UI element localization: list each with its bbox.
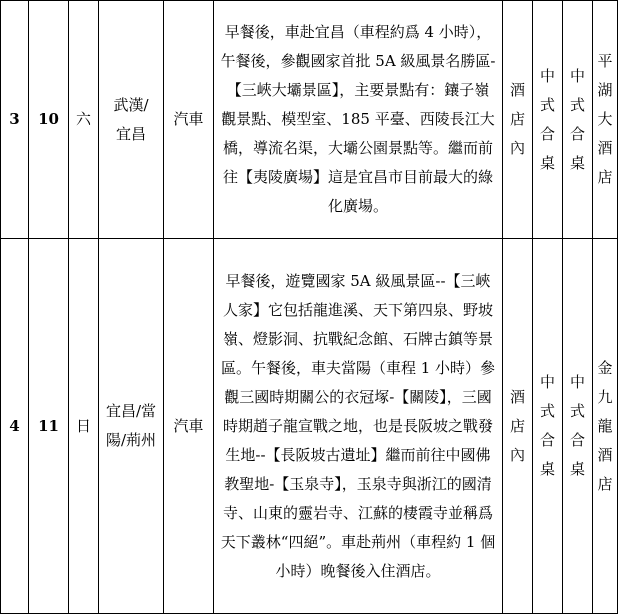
route-cell [99, 239, 164, 614]
hotel-cell [593, 239, 618, 614]
date: 10 [29, 1, 69, 239]
hotel-cell [593, 1, 618, 239]
itinerary-line: 【三峽大壩景區】，主要景點有：鑲子嶺 [226, 81, 490, 99]
itinerary-line: 生地--【長阪坡古遺址】繼而前往中國佛 [225, 445, 491, 464]
itinerary-line: 早餐後，車赴宜昌（車程約爲 4 小時）， [224, 23, 492, 41]
day-number: 3 [1, 1, 29, 239]
itinerary-row-day-4 [1, 239, 618, 614]
date: 11 [29, 239, 69, 614]
itinerary-line: 小時）晚餐後入住酒店。 [275, 561, 441, 580]
itinerary-line: 天下叢林“四絕”。車赴荊州（車程約 1 個 [220, 532, 496, 551]
itinerary-line: 時期趙子龍宣戰之地，也是長阪坡之戰發 [222, 416, 493, 435]
breakfast: 酒店內 [509, 387, 525, 464]
weekday: 六 [69, 1, 99, 239]
weekday: 日 [69, 239, 99, 614]
route-line: 宜昌/當 [105, 402, 157, 420]
itinerary-line: 早餐後，遊覽國家 5A 級風景區--【三峽 [225, 271, 491, 290]
lunch: 中式合桌 [539, 373, 555, 478]
itinerary-line: 嶺、燈影洞、抗戰紀念館、石牌古鎮等景 [222, 329, 493, 348]
lunch-cell [533, 239, 563, 614]
breakfast: 酒店內 [509, 81, 525, 157]
itinerary-line: 人家】它包括龍進溪、天下第四泉、野坡 [222, 300, 493, 319]
lunch: 中式合桌 [539, 66, 555, 172]
itinerary-description [214, 239, 503, 614]
itinerary-description [214, 1, 503, 239]
itinerary-line: 往【夷陵廣場】這是宜昌市目前最大的綠 [222, 168, 493, 186]
itinerary-line: 午餐後，參觀國家首批 5A 級風景名勝區- [220, 52, 496, 70]
itinerary-line: 橋，導流名渠，大壩公園景點等。繼而前 [222, 139, 493, 157]
itinerary-line: 區。午餐後，車夫當陽（車程 1 小時）參 [220, 358, 496, 377]
itinerary-line: 化廣場。 [327, 197, 388, 215]
route-line: 武漢/ [113, 95, 149, 114]
itinerary-line: 觀三國時期關公的衣冠塚-【關陵】，三國 [224, 387, 492, 406]
route-line: 宜昌 [115, 124, 146, 143]
hotel: 金九龍酒店 [597, 358, 613, 493]
itinerary-row-day-3 [1, 1, 618, 239]
hotel: 平湖大酒店 [597, 52, 613, 186]
day-number: 4 [1, 239, 29, 614]
dinner: 中式合桌 [569, 66, 585, 172]
breakfast-cell [503, 1, 533, 239]
transport: 汽車 [164, 1, 214, 239]
lunch-cell [533, 1, 563, 239]
route-cell [99, 1, 164, 239]
dinner: 中式合桌 [569, 373, 585, 478]
transport: 汽車 [164, 239, 214, 614]
dinner-cell [563, 1, 593, 239]
itinerary-line: 寺、山東的靈岩寺、江蘇的棲霞寺並稱爲 [222, 503, 493, 522]
route-line: 陽/荊州 [105, 431, 157, 449]
itinerary-line: 觀景點、模型室、185 平臺、西陵長江大 [221, 110, 495, 128]
breakfast-cell [503, 239, 533, 614]
itinerary-line: 教聖地-【玉泉寺】，玉泉寺與浙江的國清 [224, 474, 492, 493]
dinner-cell [563, 239, 593, 614]
